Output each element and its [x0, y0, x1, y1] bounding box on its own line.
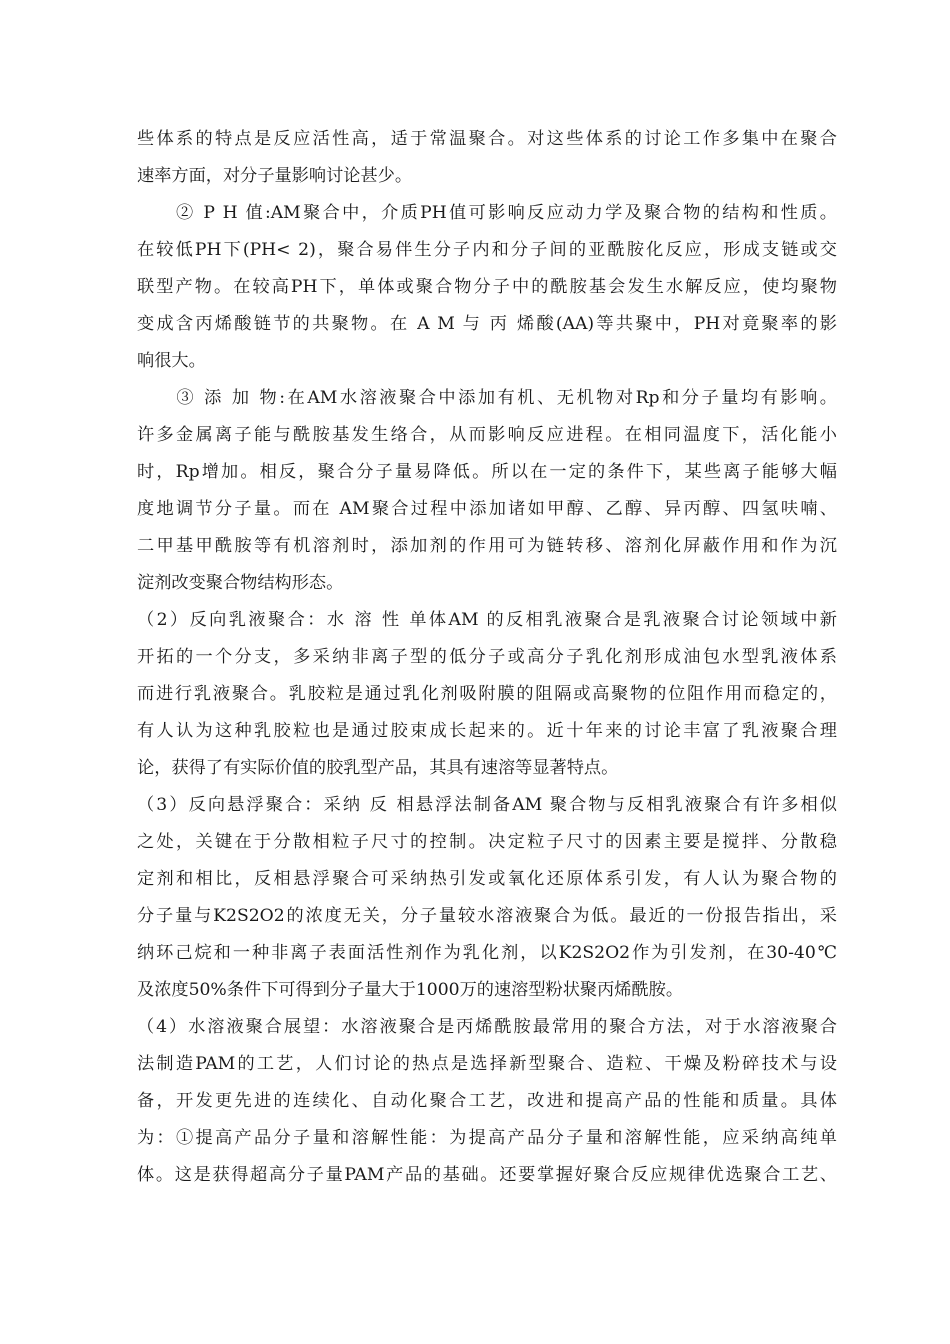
text-line: 之处，关键在于分散相粒子尺寸的控制。决定粒子尺寸的因素主要是搅拌、分散稳 — [137, 832, 837, 852]
text-line: 淀剂改变聚合物结构形态。 — [137, 573, 344, 593]
text-line: （2）反向乳液聚合：水 溶 性 单体AM 的反相乳液聚合是乳液聚合讨论领域中新 — [137, 610, 837, 630]
text-line: 速率方面，对分子量影响讨论甚少。 — [137, 166, 413, 186]
text-line: ③ 添 加 物:在AM水溶液聚合中添加有机、无机物对Rp和分子量均有影响。 — [137, 388, 837, 408]
text-line: 联型产物。在较高PH下，单体或聚合物分子中的酰胺基会发生水解反应，使均聚物 — [137, 277, 837, 297]
text-line: 许多金属离子能与酰胺基发生络合，从而影响反应进程。在相同温度下，活化能小 — [137, 425, 837, 445]
text-line: 变成含丙烯酸链节的共聚物。在 A M 与 丙 烯酸(AA)等共聚中，PH对竟聚率的影 — [137, 314, 837, 334]
text-line: 分子量与K2S2O2的浓度无关，分子量较水溶液聚合为低。最近的一份报告指出，采 — [137, 906, 837, 926]
text-line: 响很大。 — [137, 351, 206, 371]
text-line: 有人认为这种乳胶粒也是通过胶束成长起来的。近十年来的讨论丰富了乳液聚合理 — [137, 721, 837, 741]
text-line: 备，开发更先进的连续化、自动化聚合工艺，改进和提高产品的性能和质量。具体 — [137, 1091, 837, 1111]
text-line: 论，获得了有实际价值的胶乳型产品，其具有速溶等显著特点。 — [137, 758, 619, 778]
text-line: 法制造PAM的工艺，人们讨论的热点是选择新型聚合、造粒、干燥及粉碎技术与设 — [137, 1054, 837, 1074]
text-line: 而进行乳液聚合。乳胶粒是通过乳化剂吸附膜的阻隔或高聚物的位阻作用而稳定的， — [137, 684, 837, 704]
text-line: 及浓度50%条件下可得到分子量大于1000万的速溶型粉状聚丙烯酰胺。 — [137, 980, 684, 1000]
text-line: 些体系的特点是反应活性高，适于常温聚合。对这些体系的讨论工作多集中在聚合 — [137, 129, 837, 149]
text-line: 定剂和相比，反相悬浮聚合可采纳热引发或氧化还原体系引发，有人认为聚合物的 — [137, 869, 837, 889]
text-line: 为：①提高产品分子量和溶解性能：为提高产品分子量和溶解性能，应采纳高纯单 — [137, 1128, 837, 1148]
text-line: （3）反向悬浮聚合：采纳 反 相悬浮法制备AM 聚合物与反相乳液聚合有许多相似 — [137, 795, 837, 815]
text-line: 纳环己烷和一种非离子表面活性剂作为乳化剂，以K2S2O2作为引发剂，在30-40℃ — [137, 943, 837, 963]
text-line: 度地调节分子量。而在 AM聚合过程中添加诸如甲醇、乙醇、异丙醇、四氢呋喃、 — [137, 499, 837, 519]
text-line: 时，Rp增加。相反，聚合分子量易降低。所以在一定的条件下，某些离子能够大幅 — [137, 462, 837, 482]
text-line: 在较低PH下(PH< 2)，聚合易伴生分子内和分子间的亚酰胺化反应，形成支链或交 — [137, 240, 837, 260]
text-line: 二甲基甲酰胺等有机溶剂时，添加剂的作用可为链转移、溶剂化屏蔽作用和作为沉 — [137, 536, 837, 556]
text-line: 体。这是获得超高分子量PAM产品的基础。还要掌握好聚合反应规律优选聚合工艺、 — [137, 1165, 837, 1185]
text-line: ② P H 值:AM聚合中，介质PH值可影响反应动力学及聚合物的结构和性质。 — [137, 203, 837, 223]
text-line: 开拓的一个分支，多采纳非离子型的低分子或高分子乳化剂形成油包水型乳液体系 — [137, 647, 837, 667]
text-line: （4）水溶液聚合展望：水溶液聚合是丙烯酰胺最常用的聚合方法，对于水溶液聚合 — [137, 1017, 837, 1037]
